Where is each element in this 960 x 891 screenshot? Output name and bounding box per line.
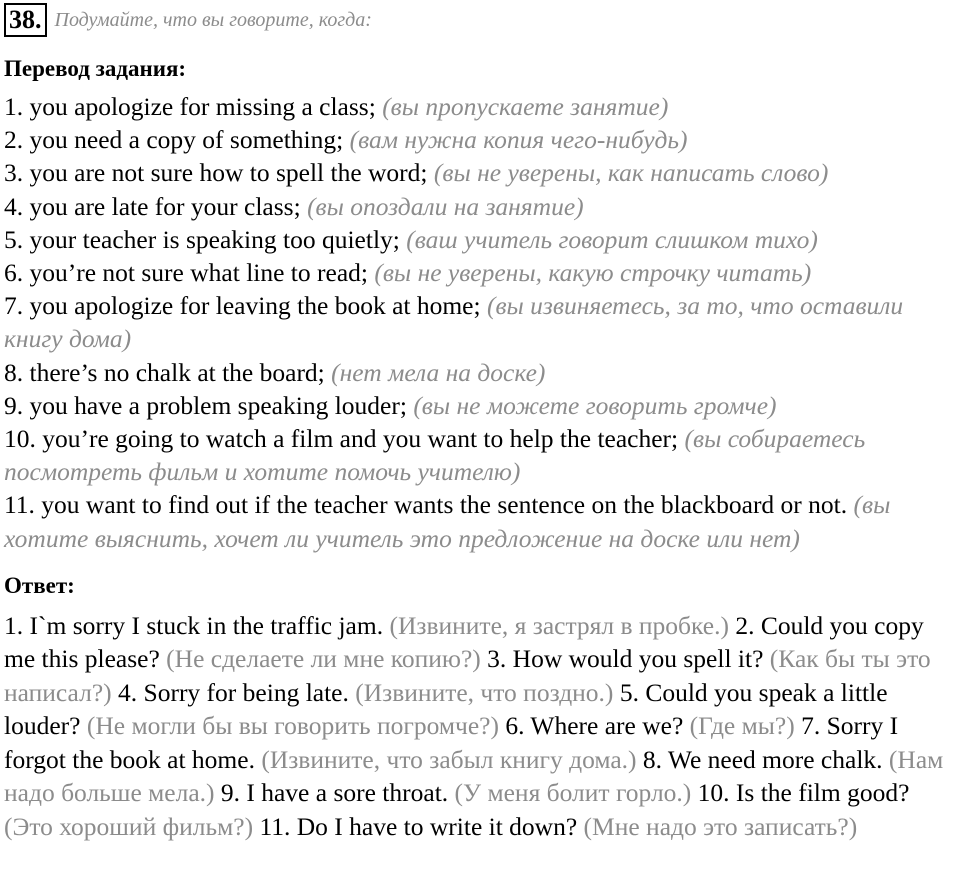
item-translation: (вы извиняетесь, за то, что оставили книгу дома): [4, 291, 904, 354]
translation-list: [4, 90, 958, 555]
answer-translation: (Извините, что забыл книгу дома.): [261, 744, 637, 774]
item-english: 3. you are not sure how to spell the word;: [4, 158, 428, 188]
answer-translation: (Где мы?): [689, 711, 795, 741]
item-english: 7. you apologize for leaving the book at home;: [4, 291, 481, 321]
answer-translation: (Извините, что поздно.): [355, 677, 614, 707]
answer-translation: (Мне надо это записать?): [583, 811, 858, 841]
answer-english: 9. I have a sore throat.: [220, 778, 449, 808]
list-item: [4, 488, 958, 554]
item-translation: (ваш учитель говорит слишком тихо): [406, 224, 818, 254]
item-english: 9. you have a problem speaking louder;: [4, 390, 407, 420]
answer-english: 2. Could you copy me this please?: [4, 610, 924, 674]
answer-translation: (Как бы ты это написал?): [4, 644, 931, 707]
item-translation: (вы опоздали на занятие): [307, 191, 584, 221]
task-header: [4, 2, 958, 38]
item-translation: (вы собираетесь посмотреть фильм и хотите помочь учителю): [4, 424, 866, 487]
list-item: [4, 190, 958, 223]
item-english: 8. there’s no chalk at the board;: [4, 357, 325, 387]
answer-translation: (Не могли бы вы говорить погромче?): [86, 711, 499, 741]
list-item: [4, 156, 958, 189]
task-number: 38.: [4, 3, 47, 37]
answer-translation: (Не сделаете ли мне копию?): [166, 644, 481, 674]
list-item: [4, 289, 958, 355]
answer-english: 11. Do I have to write it down?: [259, 811, 578, 841]
item-english: 2. you need a copy of something;: [4, 125, 344, 155]
list-item: [4, 389, 958, 422]
list-item: [4, 90, 958, 123]
task-instruction: Подумайте, что вы говорите, когда:: [54, 8, 372, 31]
answer-translation: (Извините, я застрял в пробке.): [389, 610, 729, 640]
answer-english: 3. How would you spell it?: [487, 644, 764, 674]
list-item: [4, 223, 958, 256]
item-translation: (вы пропускаете занятие): [382, 92, 669, 121]
answer-english: 4. Sorry for being late.: [118, 677, 349, 707]
answer-english: 10. Is the film good?: [697, 778, 910, 808]
list-item: [4, 123, 958, 156]
list-item: [4, 356, 958, 389]
list-item: [4, 256, 958, 289]
item-english: 4. you are late for your class;: [4, 191, 301, 221]
item-english: 5. your teacher is speaking too quietly;: [4, 224, 400, 254]
item-english: 1. you apologize for missing a class;: [4, 92, 376, 121]
item-english: 6. you’re not sure what line to read;: [4, 258, 368, 288]
answer-english: 7. Sorry I forgot the book at home.: [4, 711, 899, 774]
item-translation: (нет мела на доске): [331, 357, 546, 387]
exercise-page: [4, 2, 958, 843]
item-english: 10. you’re going to watch a film and you want to help the teacher;: [4, 424, 679, 454]
answer-english: 6. Where are we?: [505, 711, 684, 741]
item-english: 11. you want to find out if the teacher wants the sentence on the blackboard or not.: [4, 490, 848, 520]
translation-section-title: Перевод задания:: [4, 56, 187, 81]
list-item: [4, 422, 958, 488]
answer-english: 5. Could you speak a little louder?: [4, 677, 888, 741]
item-translation: (вам нужна копия чего-нибудь): [349, 125, 688, 155]
item-translation: (вы не уверены, какую строчку читать): [374, 258, 812, 288]
answer-section-title: Ответ:: [4, 572, 75, 598]
item-translation: (вы не можете говорить громче): [413, 390, 777, 420]
answer-translation: (Нам надо больше мела.): [4, 744, 944, 808]
answer-english: 8. We need more chalk.: [642, 744, 883, 774]
answer-translation: (Это хороший фильм?): [4, 811, 254, 841]
answer-english: 1. I`m sorry I stuck in the traffic jam.: [4, 610, 384, 640]
answer-translation: (У меня болит горло.): [454, 778, 692, 808]
answer-paragraph: [4, 609, 958, 844]
item-translation: (вы хотите выяснить, хочет ли учитель это предложение на доске или нет): [4, 490, 891, 553]
item-translation: (вы не уверены, как написать слово): [433, 158, 829, 188]
